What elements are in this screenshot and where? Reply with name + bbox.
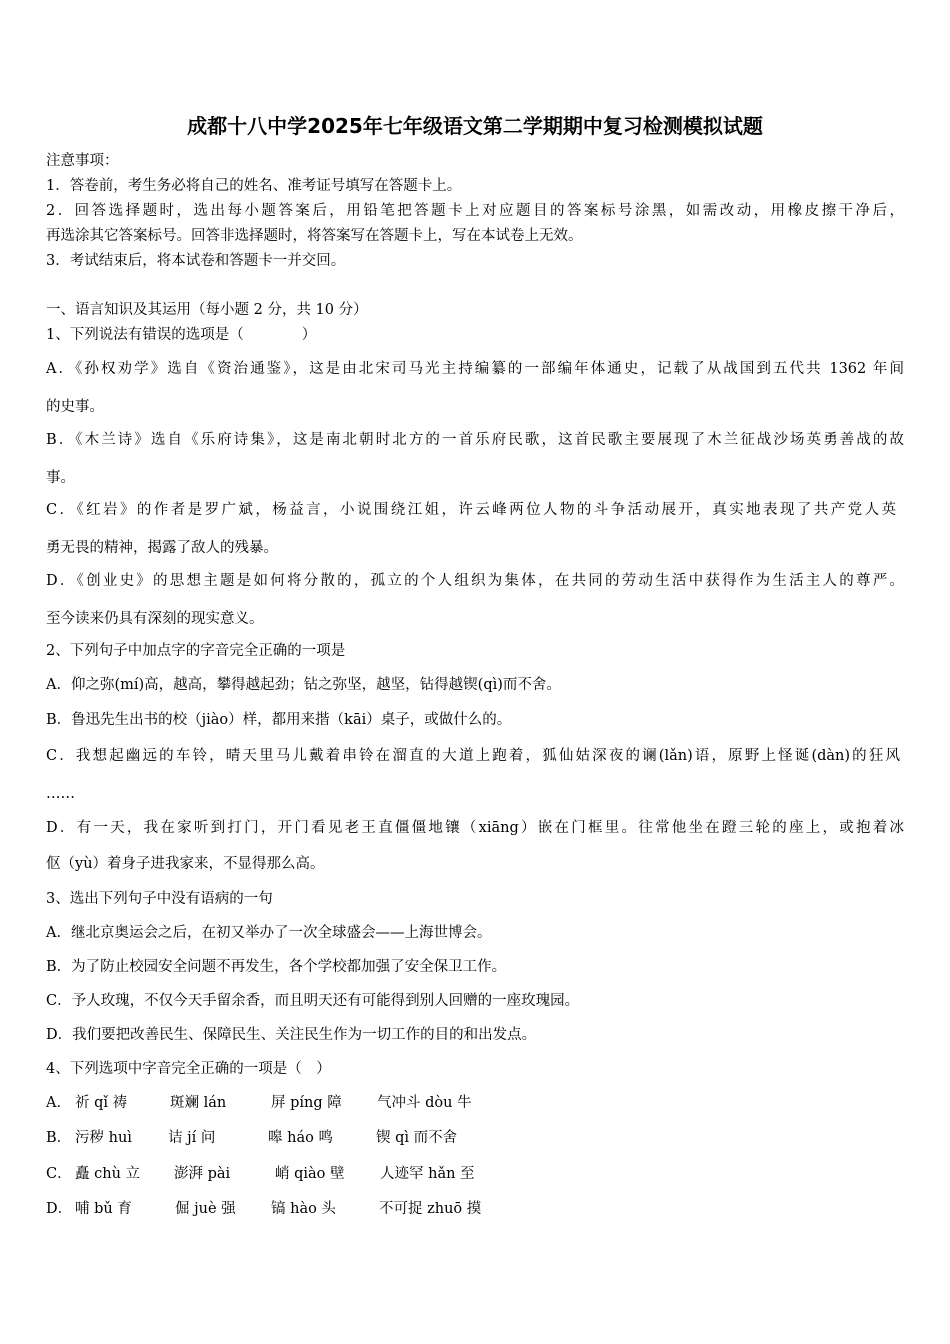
question-2-option-b: B．鲁迅先生出书的校（jiào）样，都用来揩（kāi）桌子，或做什么的。 <box>46 712 512 728</box>
page-title: 成都十八中学2025年七年级语文第二学期期中复习检测模拟试题 <box>187 114 763 138</box>
option-item: 倔 juè 强 <box>175 1201 236 1217</box>
question-1-option-d-cont: 至今读来仍具有深刻的现实意义。 <box>46 611 264 627</box>
option-item: 污秽 huì <box>75 1130 132 1146</box>
notice-item: 2．回答选择题时，选出每小题答案后，用铅笔把答题卡上对应题目的答案标号涂黑，如需改动，用橡皮擦干净后， <box>46 203 904 219</box>
question-1-option-d: D．《创业史》的思想主题是如何将分散的，孤立的个人组织为集体，在共同的劳动生活中获得作为生活主人的尊严。 <box>46 573 904 589</box>
question-1-option-c-cont: 勇无畏的精神，揭露了敌人的残暴。 <box>46 540 278 556</box>
question-2-option-d: D．有一天，我在家听到打门，开门看见老王直僵僵地镶（xiāng）嵌在门框里。往常他坐在蹬三轮的座上，或抱着冰 <box>46 820 904 836</box>
question-1-option-c: C．《红岩》的作者是罗广斌，杨益言，小说围绕江姐，许云峰两位人物的斗争活动展开，真实地表现了共产党人英 <box>46 502 896 518</box>
question-2-option-c: C．我想起幽远的车铃，晴天里马儿戴着串铃在溜直的大道上跑着，狐仙姑深夜的谰(lǎn)语，原野上怪诞(dàn)的狂风 <box>46 748 900 764</box>
question-3-option-c: C．予人玫瑰，不仅今天手留余香，而且明天还有可能得到别人回赠的一座玫瑰园。 <box>46 993 580 1009</box>
option-label: A． <box>46 1095 71 1111</box>
section-heading: 一、语言知识及其运用（每小题 2 分，共 10 分） <box>46 302 368 318</box>
notice-heading: 注意事项： <box>46 153 119 169</box>
option-item: 澎湃 pài <box>174 1166 231 1182</box>
option-label: D． <box>46 1201 73 1217</box>
question-3-option-d: D．我们要把改善民生、保障民生、关注民生作为一切工作的目的和出发点。 <box>46 1027 537 1043</box>
option-item: 诘 jí 问 <box>168 1130 216 1146</box>
question-1-stem: 1、下列说法有错误的选项是（ ） <box>46 327 317 343</box>
option-item: 哺 bǔ 育 <box>75 1201 132 1217</box>
question-4-stem: 4、下列选项中字音完全正确的一项是（ ） <box>46 1061 331 1077</box>
question-1-option-a: A．《孙权劝学》选自《资治通鉴》，这是由北宋司马光主持编纂的一部编年体通史，记载了从战国到五代共 1362 年间 <box>46 361 904 377</box>
notice-item: 1．答卷前，考生务必将自己的姓名、准考证号填写在答题卡上。 <box>46 178 462 194</box>
option-item: 人迹罕 hǎn 至 <box>380 1166 475 1182</box>
question-1-option-a-cont: 的史事。 <box>46 399 104 415</box>
question-2-stem: 2、下列句子中加点字的字音完全正确的一项是 <box>46 643 346 659</box>
option-item: 斑斓 lán <box>170 1095 227 1111</box>
option-item: 屏 píng 障 <box>271 1095 342 1111</box>
question-3-option-a: A．继北京奥运会之后，在初又举办了一次全球盛会——上海世博会。 <box>46 925 492 941</box>
option-item: 不可捉 zhuō 摸 <box>379 1201 482 1217</box>
option-item: 镐 hào 头 <box>271 1201 336 1217</box>
option-item: 嗥 háo 鸣 <box>268 1130 333 1146</box>
option-item: 峭 qiào 壁 <box>275 1166 345 1182</box>
question-2-option-c-cont: …… <box>46 786 75 802</box>
notice-item: 3．考试结束后，将本试卷和答题卡一并交回。 <box>46 253 346 269</box>
question-3-option-b: B．为了防止校园安全问题不再发生，各个学校都加强了安全保卫工作。 <box>46 959 507 975</box>
option-item: 矗 chù 立 <box>75 1166 141 1182</box>
option-item: 祈 qǐ 祷 <box>75 1095 128 1111</box>
question-1-option-b: B．《木兰诗》选自《乐府诗集》，这是南北朝时北方的一首乐府民歌，这首民歌主要展现了木兰征战沙场英勇善战的故 <box>46 432 904 448</box>
option-item: 气冲斗 dòu 牛 <box>377 1095 472 1111</box>
option-item: 锲 qì 而不舍 <box>376 1130 458 1146</box>
question-2-option-a: A．仰之弥(mí)高，越高，攀得越起劲；钻之弥坚，越坚，钻得越锲(qì)而不舍。 <box>46 677 561 693</box>
option-label: C． <box>46 1166 72 1182</box>
question-2-option-d-cont: 伛（yù）着身子进我家来，不显得那么高。 <box>46 856 325 872</box>
notice-item: 再选涂其它答案标号。回答非选择题时，将答案写在答题卡上，写在本试卷上无效。 <box>46 228 583 244</box>
option-label: B． <box>46 1130 72 1146</box>
question-3-stem: 3、选出下列句子中没有语病的一句 <box>46 891 273 907</box>
question-1-option-b-cont: 事。 <box>46 470 75 486</box>
